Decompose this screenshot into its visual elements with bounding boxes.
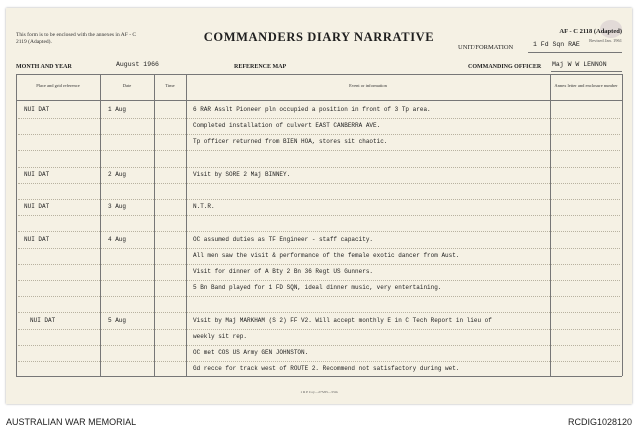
ruled-line: [18, 280, 620, 281]
entry-event-line: OC assumed duties as TF Engineer - staff capacity.: [193, 235, 374, 243]
entry-event-line: Visit by Maj MARKHAM (S 2) FF V2. Will accept monthly E in C Tech Report in lieu of: [193, 316, 492, 324]
ruled-line: [18, 264, 620, 265]
entry-date: 3 Aug: [108, 203, 127, 211]
ruled-line: [18, 361, 620, 362]
col-header-time: Time: [165, 83, 175, 88]
unit-value: 1 Fd Sqn RAE: [533, 41, 580, 48]
entry-event-line: 6 RAR Asslt Pioneer pln occupied a position in front of 3 Tp area.: [193, 106, 431, 113]
ruled-line: [18, 167, 620, 168]
entry-event-line: All men saw the visit & performance of the female exotic dancer from Aust.: [193, 251, 460, 259]
ruled-line: [18, 183, 620, 184]
table-right-border: [622, 74, 623, 376]
entry-event-line: 5 Bn Band played for 1 FD SQN, ideal dinner music, very entertaining.: [193, 284, 442, 292]
revision-note: Revised Jan. 1961: [589, 38, 622, 43]
table-top-border: [16, 74, 622, 75]
commanding-officer-label: COMMANDING OFFICER: [468, 64, 542, 70]
entry-event-line: Completed installation of culvert EAST CANBERRA AVE.: [193, 122, 381, 130]
ruled-line: [18, 248, 620, 249]
ruled-line: [18, 199, 620, 200]
entry-place: NUI DAT: [24, 106, 50, 113]
ruled-line: [18, 312, 620, 313]
print-line: 1 R P Coy—275/65—55m: [300, 390, 338, 394]
diary-form: [6, 8, 632, 404]
col-header-annex: Annex letter and enclosure number: [554, 83, 618, 88]
entry-date: 2 Aug: [108, 170, 127, 178]
form-number: AF - C 2118 (Adapted): [559, 28, 622, 35]
col-divider-place: [100, 74, 101, 376]
entry-date: 5 Aug: [108, 316, 127, 324]
reference-map-label: REFERENCE MAP: [234, 64, 287, 70]
col-header-place: Place and grid reference: [36, 83, 80, 88]
entry-event-line: weekly sit rep.: [193, 332, 248, 340]
table-bottom-border: [16, 376, 622, 377]
entry-event-line: Tp officer returned from BIEN HOA, stores sit chaotic.: [193, 138, 388, 146]
entry-event-line: Visit by SORE 2 Maj BINNEY.: [193, 170, 291, 178]
ruled-line: [18, 215, 620, 216]
form-title: COMMANDERS DIARY NARRATIVE: [203, 30, 435, 44]
commanding-officer-value: Maj W W LENNON: [552, 61, 607, 68]
archive-record-id: RCDIG1028120: [567, 417, 632, 427]
col-header-event: Event or information: [349, 83, 387, 88]
entry-event-line: N.T.R.: [193, 203, 215, 211]
ruled-line: [18, 134, 620, 135]
col-divider-time: [186, 74, 187, 376]
entry-event-line: OC met COS US Army GEN JOHNSTON.: [193, 349, 309, 356]
entry-date: 4 Aug: [108, 235, 127, 243]
month-label: MONTH AND YEAR: [16, 64, 72, 70]
col-divider-date: [154, 74, 155, 376]
ruled-line: [18, 231, 620, 232]
ruled-line: [18, 296, 620, 297]
ruled-line: [18, 150, 620, 151]
co-underline: [551, 71, 622, 72]
entry-place: NUI DAT: [24, 203, 50, 211]
table-header-border: [16, 100, 622, 101]
entry-event-line: Visit for dinner of A Bty 2 Bn 36 Regt US Gunners.: [193, 268, 374, 275]
entry-place: NUI DAT: [30, 316, 56, 324]
unit-underline: [528, 52, 622, 53]
entry-event-line: Gd recce for track west of ROUTE 2. Recommend not satisfactory during wet.: [193, 365, 460, 373]
col-divider-event: [550, 74, 551, 376]
ruled-line: [18, 329, 620, 330]
entry-place: NUI DAT: [24, 170, 50, 178]
ruled-line: [18, 118, 620, 119]
col-header-date: Date: [122, 83, 132, 88]
entry-place: NUI DAT: [24, 235, 50, 243]
archive-institution: AUSTRALIAN WAR MEMORIAL: [6, 417, 137, 427]
table-left-border: [16, 74, 17, 376]
entry-date: 1 Aug: [108, 106, 127, 113]
ruled-line: [18, 345, 620, 346]
enclosure-note: This form is to be enclosed with the annexes in AF - C 2119 (Adapted).: [16, 32, 137, 45]
month-value: August 1966: [116, 61, 159, 68]
unit-label: UNIT/FORMATION: [458, 44, 514, 51]
